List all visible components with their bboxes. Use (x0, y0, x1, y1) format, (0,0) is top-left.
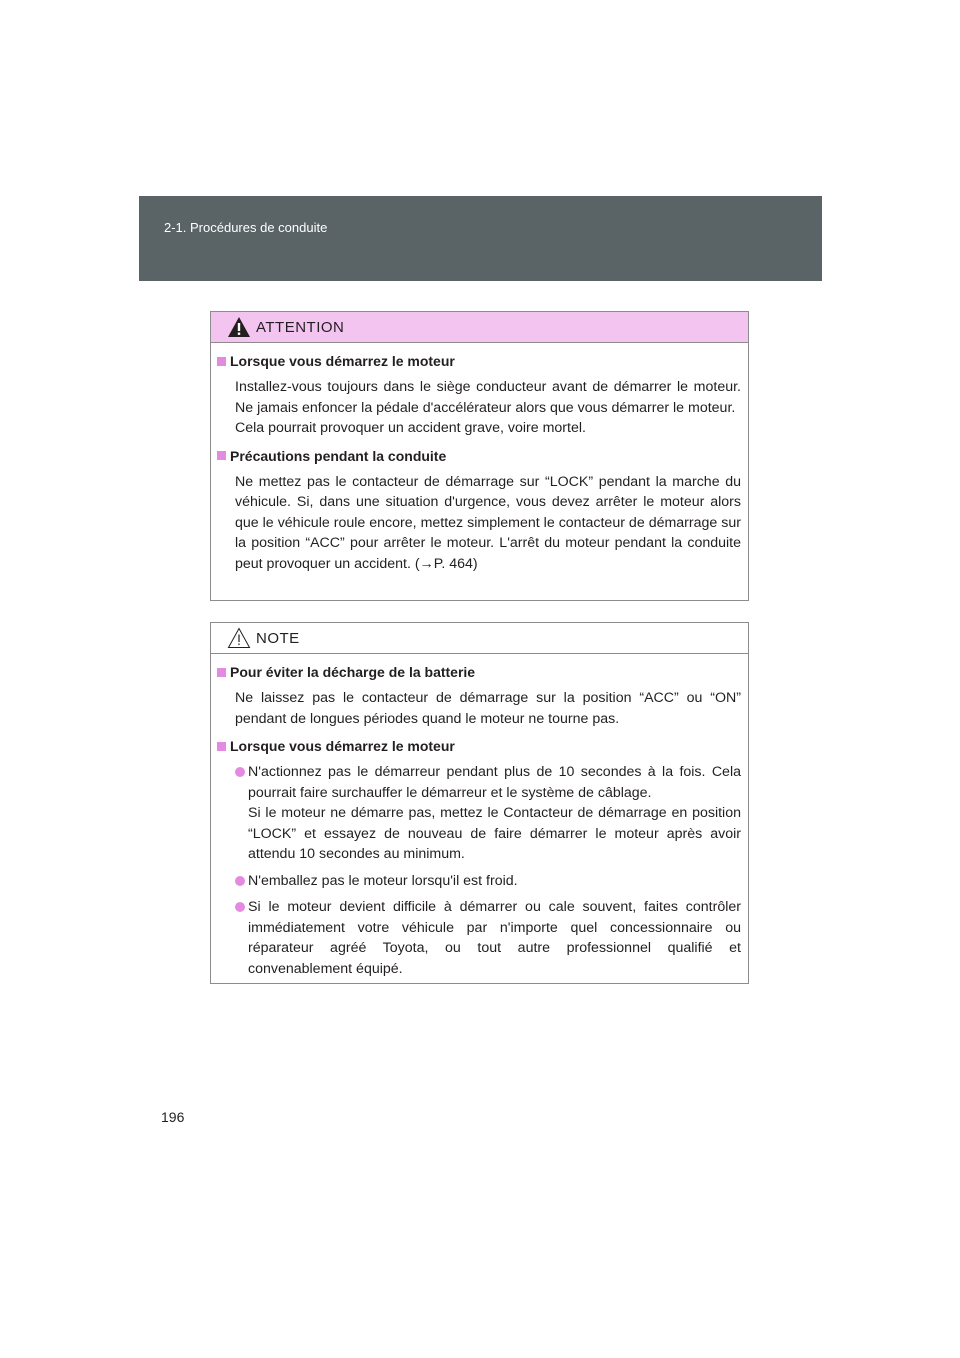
square-bullet-icon (217, 742, 226, 751)
section-label: 2-1. Procédures de conduite (164, 220, 328, 235)
note-title-bar (211, 623, 748, 654)
note-heading-1 (217, 662, 741, 682)
square-bullet-icon (217, 451, 226, 460)
attention-title: ATTENTION (256, 318, 345, 336)
square-bullet-icon (217, 668, 226, 677)
note-paragraph-1: Ne laissez pas le contacteur de démarrage sur la position “ACC” ou “ON” pendant de longues périodes quand le moteur ne tourne pas. (235, 690, 741, 727)
list-item (235, 762, 741, 865)
attention-title-bar (211, 312, 748, 343)
list-item-text: N'emballez pas le moteur lorsqu'il est froid. (248, 872, 518, 889)
note-heading-2-text: Lorsque vous démarrez le moteur (230, 738, 455, 754)
note-box (210, 622, 749, 984)
caution-triangle-outline-icon (227, 627, 251, 649)
section-header-band (139, 196, 822, 281)
note-heading-1-text: Pour éviter la décharge de la batterie (230, 664, 476, 680)
list-item (235, 871, 741, 892)
circle-bullet-icon (235, 767, 245, 777)
list-item (235, 897, 741, 979)
attention-box (210, 311, 749, 601)
list-item-text-line2: Si le moteur ne démarre pas, mettez le Contacteur de démarrage en position “LOCK” et essayez de nouveau de faire démarrer le moteur après avoir attendu 10 secondes au minimum. (248, 805, 741, 862)
circle-bullet-icon (235, 876, 245, 886)
list-item-text-line: N'actionnez pas le démarreur pendant plus de 10 secondes à la fois. Cela pourrait faire surchauffer le démarreur et le système de câblage. (248, 764, 741, 801)
attention-heading-2-text: Précautions pendant la conduite (230, 447, 447, 464)
attention-heading-2 (217, 446, 741, 466)
attention-body (211, 343, 748, 574)
attention-paragraph-1-text2: Cela pourrait provoquer un accident grave, voire mortel. (235, 420, 586, 436)
note-heading-2 (217, 736, 741, 756)
attention-paragraph-2: Ne mettez pas le contacteur de démarrage sur “LOCK” pendant la marche du véhicule. Si, dans une situation d'urgence, vous devez arrêter le moteur alors que le véhicule roule encore, mettez simplement le contacteur de démarrage sur la position “ACC” pour arrêter le moteur. L'arrêt du moteur pendant la conduite peut provoquer un accident. (→P. 464) (235, 473, 741, 572)
note-title: NOTE (256, 629, 300, 647)
list-item-text: Si le moteur devient difficile à démarrer ou cale souvent, faites contrôler immédiatement votre véhicule par n'importe quel concessionnaire ou réparateur agréé Toyota, ou tout autre professionnel qualifié et convenablement équipé. (248, 899, 741, 977)
attention-paragraph-1-text: Installez-vous toujours dans le siège conducteur avant de démarrer le moteur. Ne jamais enfoncer la pédale d'accélérateur alors que vous démarrer le moteur. (235, 379, 741, 416)
warning-triangle-icon (227, 316, 251, 338)
note-body (211, 654, 748, 979)
square-bullet-icon (217, 357, 226, 366)
page-number: 196 (161, 1109, 185, 1125)
attention-heading-1 (217, 351, 741, 371)
attention-paragraph-1 (235, 377, 741, 439)
circle-bullet-icon (235, 902, 245, 912)
attention-heading-1-text: Lorsque vous démarrez le moteur (230, 353, 455, 369)
list-item-text (248, 762, 741, 865)
